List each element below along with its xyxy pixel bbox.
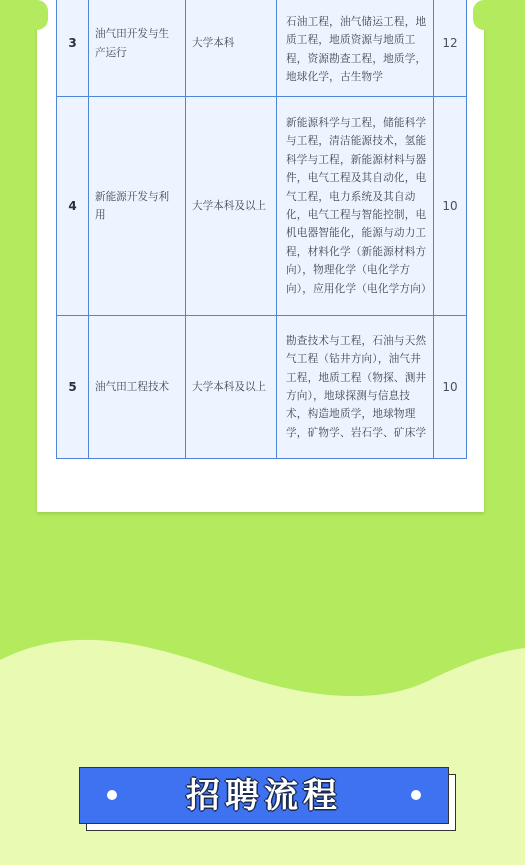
position-name: 油气田开发与生产运行 — [89, 0, 186, 97]
row-number: 4 — [57, 97, 89, 316]
hiring-count: 12 — [434, 0, 467, 97]
position-name: 油气田工程技术 — [89, 316, 186, 459]
card-notch-left — [26, 0, 48, 30]
table-card — [37, 0, 484, 512]
education-requirement: 大学本科及以上 — [186, 316, 277, 459]
major-requirement: 石油工程，油气储运工程，地质工程，地质资源与地质工程，资源勘查工程，地质学，地球化学，古生物学 — [277, 0, 434, 97]
table-row — [57, 97, 467, 316]
banner-dot-right — [411, 790, 421, 800]
row-number: 5 — [57, 316, 89, 459]
major-requirement: 勘查技术与工程，石油与天然气工程（钻井方向），油气井工程，地质工程（物探、测井方向），地球探测与信息技术，构造地质学，地球物理学，矿物学、岩石学、矿床学 — [277, 316, 434, 459]
major-requirement: 新能源科学与工程，储能科学与工程，清洁能源技术，氢能科学与工程，新能源材料与器件，电气工程及其自动化，电气工程，电力系统及其自动化，电气工程与智能控制，电机电器智能化，能源与动力工程，材料化学（新能源材料方向），物理化学（电化学方向），应用化学（电化学方向） — [277, 97, 434, 316]
hiring-count: 10 — [434, 97, 467, 316]
table-row — [57, 316, 467, 459]
card-notch-right — [473, 0, 495, 30]
education-requirement: 大学本科及以上 — [186, 97, 277, 316]
section-banner — [79, 767, 449, 824]
table-row — [57, 0, 467, 97]
education-requirement: 大学本科 — [186, 0, 277, 97]
position-name: 新能源开发与利用 — [89, 97, 186, 316]
section-title: 招聘流程 — [186, 776, 342, 816]
hiring-count: 10 — [434, 316, 467, 459]
recruitment-table — [56, 0, 467, 459]
row-number: 3 — [57, 0, 89, 97]
